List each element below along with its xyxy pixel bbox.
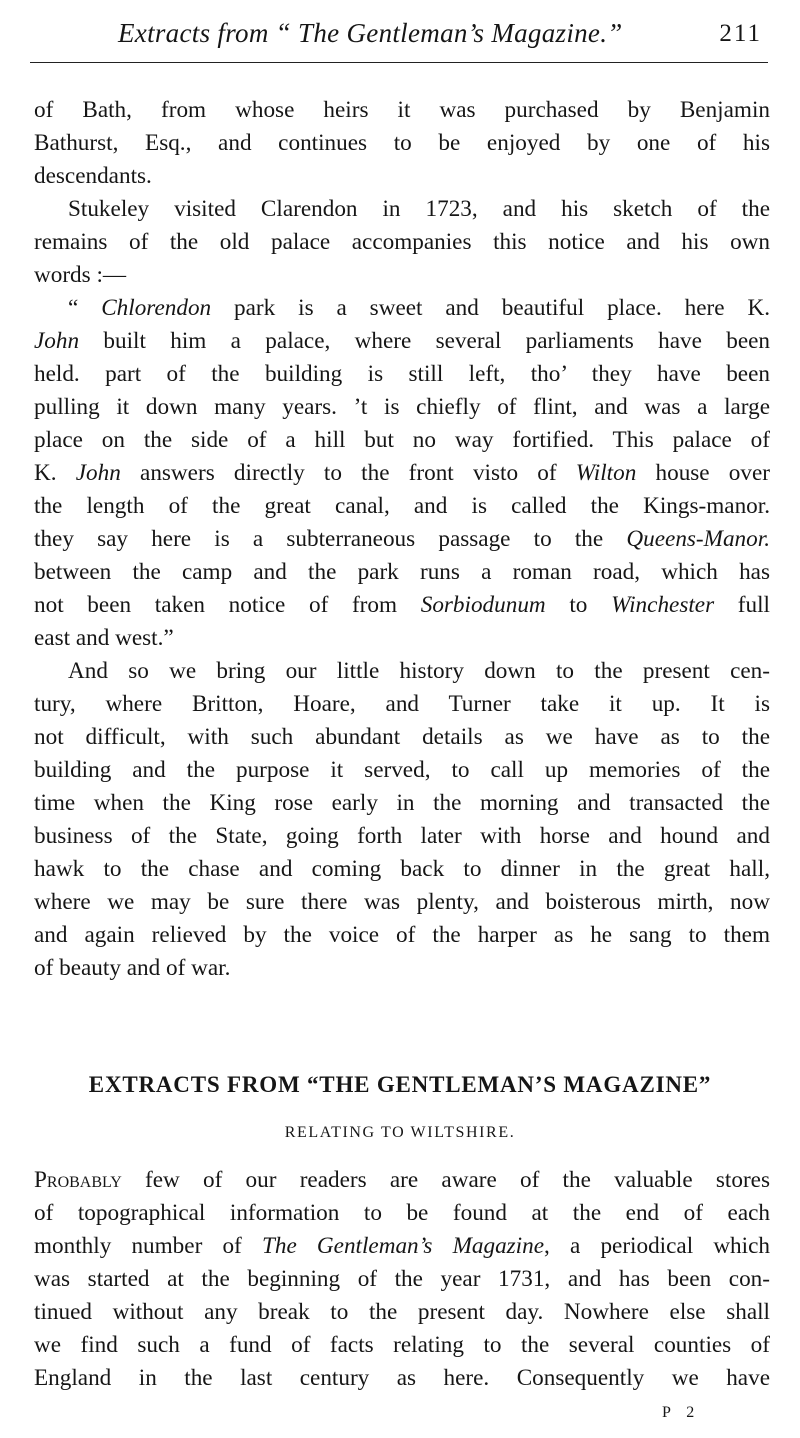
text-line [34,1230,770,1263]
text-run: park is a sweet and beautiful place. here K. [211,295,771,321]
running-head [30,14,768,54]
text-line: pulling it down many years. ’t is chiefly of flint, and was a large [34,394,770,420]
text-line: place on the side of a hill but no way fortified. This palace of [34,427,770,453]
person-name: John [34,328,80,354]
text-line: of Bath, from whose heirs it was purchased by Benjamin [34,97,770,123]
text-line: remains of the old palace accompanies this notice and his own [34,229,770,255]
text-line: hawk to the chase and coming back to dinner in the great hall, [34,856,770,882]
text-line [34,1164,770,1197]
text-line: words :— [34,262,127,288]
text-line [34,292,770,325]
text-run: few of our readers are aware of the valuable stores [121,1167,770,1193]
text-run: house over [636,460,770,486]
text-line [34,523,770,556]
place-name: Wilton [575,460,637,486]
page-number: 211 [719,20,762,47]
text-line [34,457,770,490]
text-run: monthly number of [34,1233,262,1259]
place-name: Winchester [611,592,715,618]
section-subheading: RELATING TO WILTSHIRE. [284,1124,516,1141]
text-line: not difficult, with such abundant details as we have as to the [34,724,770,750]
text-line: was started at the beginning of the year 1731, and has been con- [34,1266,770,1292]
text-line: east and west.” [34,625,174,651]
signature-mark: P 2 [662,1404,701,1421]
text-run: full [714,592,770,618]
section-heading: EXTRACTS FROM “THE GENTLEMAN’S MAGAZINE” [88,1072,712,1097]
text-line [34,325,770,358]
text-run: they say here is a subterraneous passage to the [34,526,627,552]
text-line: between the camp and the park runs a roman road, which has [34,559,770,585]
text-line: we find such a fund of facts relating to the several counties of [34,1332,770,1358]
place-name: Sorbiodunum [420,592,546,618]
running-title: Extracts from “ The Gentleman’s Magazine.” [118,18,623,48]
text-run: not been taken notice of from [34,592,421,618]
text-run: built him a palace, where several parliaments have been [79,328,770,354]
text-line: building and the purpose it served, to call up memories of the [34,757,770,783]
text-line [34,589,770,622]
text-line: time when the King rose early in the morning and transacted the [34,790,770,816]
text-line: held. part of the building is still left, tho’ they have been [34,361,770,387]
text-line: tinued without any break to the present day. Nowhere else shall [34,1299,770,1325]
text-run: K. [34,460,76,486]
text-line: England in the last century as here. Consequently we have [34,1365,770,1391]
text-line: tury, where Britton, Hoare, and Turner take it up. It is [34,691,770,717]
text-line: the length of the great canal, and is called the Kings-manor. [34,493,770,519]
text-line: Stukeley visited Clarendon in 1723, and his sketch of the [68,196,770,222]
text-line: and again relieved by the voice of the harper as he sang to them [34,922,770,948]
publication-title: The Gentleman’s Magazine [261,1233,545,1259]
body-text-top [34,94,770,985]
text-line: of topographical information to be found at the end of each [34,1200,770,1226]
person-name: John [75,460,121,486]
text-line: And so we bring our little history down to the present cen- [68,658,770,684]
place-name: Queens-Manor. [626,526,770,552]
text-run: answers directly to the front visto of [120,460,576,486]
header-rule [30,62,768,63]
text-line: business of the State, going forth later with horse and hound and [34,823,770,849]
text-line: Bathurst, Esq., and continues to be enjoyed by one of his [34,130,770,156]
open-quote: “ [68,295,102,321]
text-run: to [545,592,612,618]
text-run: , a periodical which [544,1233,770,1259]
lead-word: Probably [34,1167,122,1193]
text-line: where we may be sure there was plenty, and boisterous mirth, now [34,889,770,915]
place-name: Chlorendon [101,295,212,321]
text-line: descendants. [34,163,152,189]
text-line: of beauty and of war. [34,955,231,981]
body-text-section [34,1164,770,1395]
